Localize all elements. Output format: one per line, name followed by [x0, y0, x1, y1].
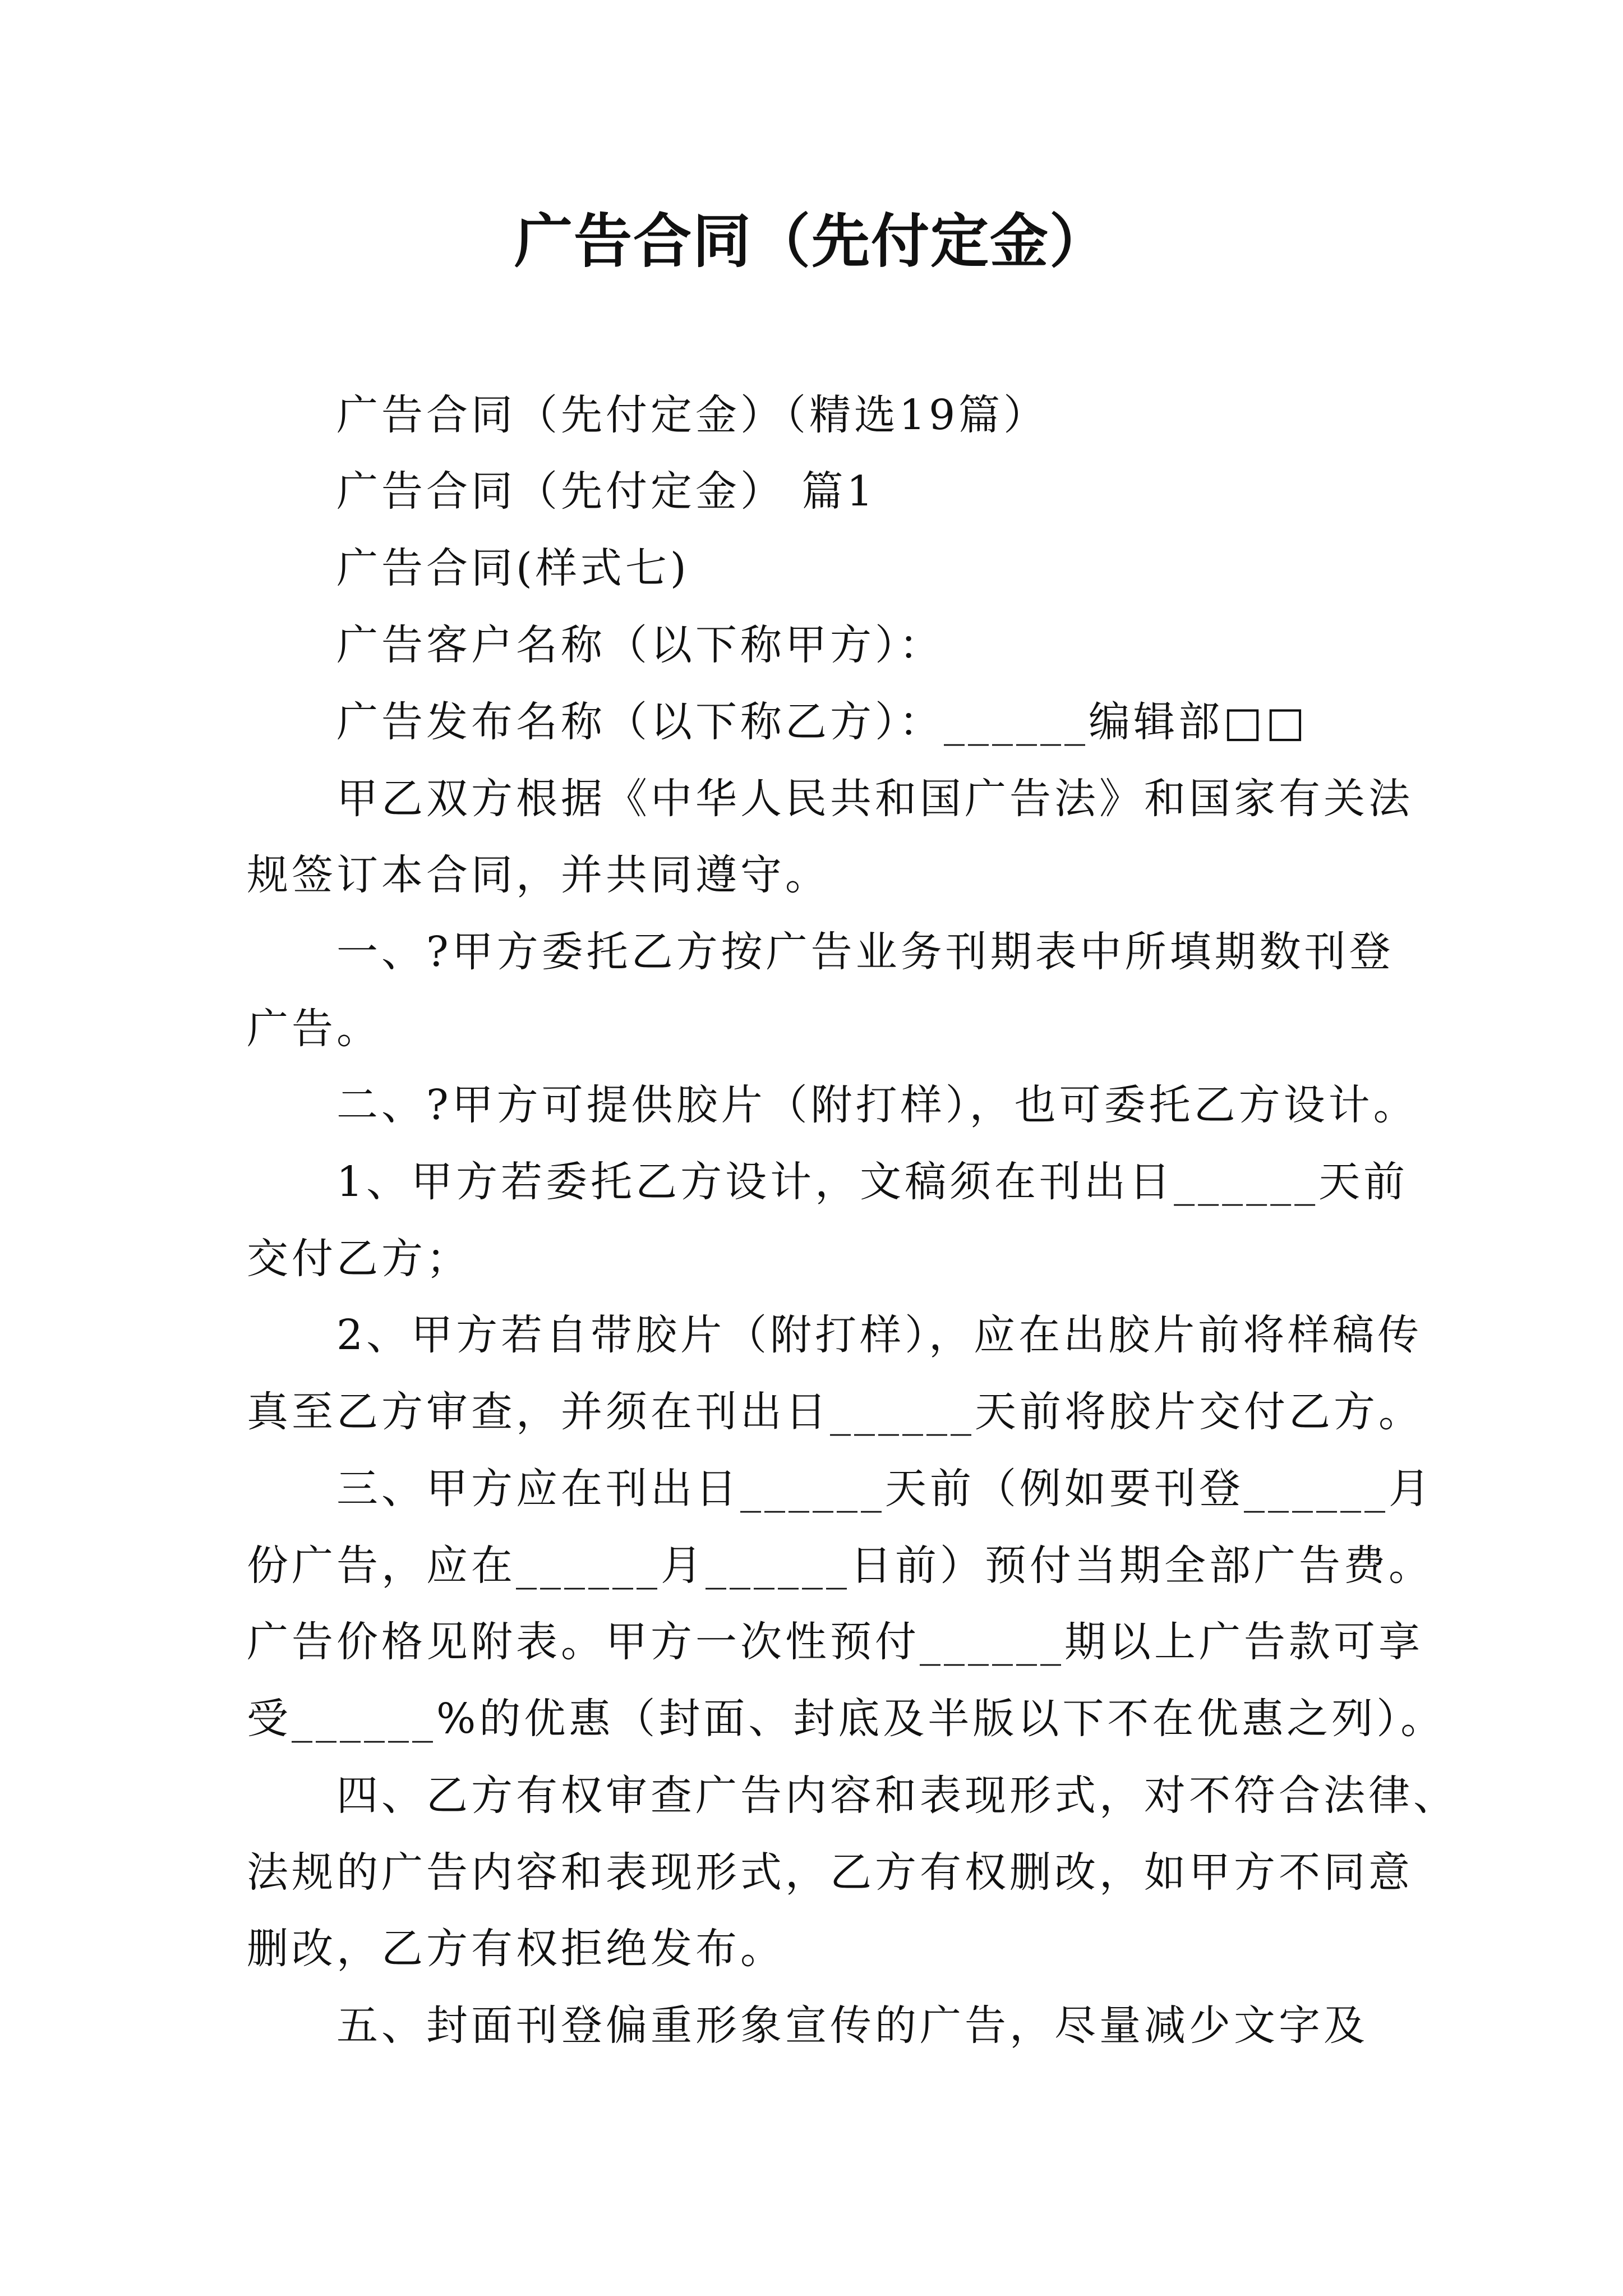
clause-4-line: 四、乙方有权审查广告内容和表现形式，对不符合法律、 [336, 1772, 1458, 1820]
clause-1-line: 一、?甲方委托乙方按广告业务刊期表中所填期数刊登 [336, 928, 1394, 976]
clause-2-1-line: 交付乙方； [247, 1235, 471, 1283]
party-b-line: 广告发布名称（以下称乙方）：______编辑部□□ [336, 698, 1308, 746]
intro-line: 广告合同（先付定金）（精选19篇） [336, 391, 1049, 439]
clause-2-2-line: 真至乙方审查，并须在刊出日______天前将胶片交付乙方。 [247, 1388, 1423, 1436]
paragraph-line: 规签订本合同，并共同遵守。 [247, 851, 830, 899]
section-heading: 广告合同（先付定金） 篇1 [336, 467, 877, 516]
clause-3-line: 广告价格见附表。甲方一次性预付______期以上广告款可享 [247, 1618, 1423, 1666]
form-label: 广告合同(样式七) [336, 544, 690, 592]
clause-4-line: 删改，乙方有权拒绝发布。 [247, 1925, 785, 1973]
clause-2-line: 二、?甲方可提供胶片（附打样），也可委托乙方设计。 [336, 1081, 1418, 1129]
clause-2-2-line: 2、甲方若自带胶片（附打样），应在出胶片前将样稿传 [336, 1311, 1423, 1359]
clause-5-line: 五、封面刊登偏重形象宣传的广告，尽量减少文字及 [336, 2001, 1368, 2050]
party-a-line: 广告客户名称（以下称甲方）： [336, 621, 944, 669]
clause-2-1-line: 1、甲方若委托乙方设计，文稿须在刊出日______天前 [336, 1158, 1409, 1206]
clause-1-line: 广告。 [247, 1005, 381, 1053]
clause-3-line: 受______%的优惠（封面、封底及半版以下不在优惠之列）。 [247, 1695, 1446, 1743]
clause-4-line: 法规的广告内容和表现形式，乙方有权删改，如甲方不同意 [247, 1848, 1413, 1897]
clause-3-line: 份广告，应在______月______日前）预付当期全部广告费。 [247, 1542, 1433, 1590]
document-title: 广告合同（先付定金） [514, 206, 1109, 275]
paragraph-line: 甲乙双方根据《中华人民共和国广告法》和国家有关法 [336, 775, 1413, 823]
clause-3-line: 三、甲方应在刊出日______天前（例如要刊登______月 [336, 1465, 1433, 1513]
